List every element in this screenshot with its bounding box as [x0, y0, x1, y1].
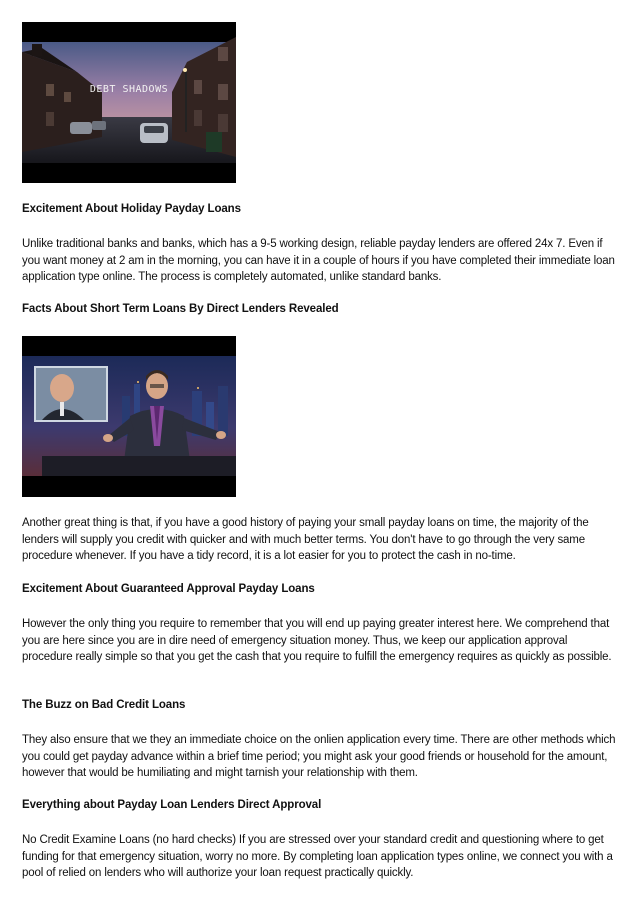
presenter-scene-image: [22, 336, 236, 497]
video-still-presenter: [22, 336, 236, 497]
section-heading-4: Excitement About Guaranteed Approval Payday Loans: [22, 583, 315, 595]
street-scene-image: [22, 22, 236, 183]
section-heading-2: Facts About Short Term Loans By Direct Lenders Revealed: [22, 303, 339, 315]
section-body-4: However the only thing you require to remember that you will end up paying greater interest here. We comprehend that you are here since you are in dire need of emergency situation money. Thus, we keep our application approval procedure really simple so that you get the cash that you require to fulfill the emergency requires as quickly as possible.: [22, 618, 612, 664]
section-heading-6: Everything about Payday Loan Lenders Direct Approval: [22, 799, 322, 811]
section-body-1: Unlike traditional banks and banks, which has a 9-5 working design, reliable payday lenders are offered 24x 7. Even if you want money at 2 am in the morning, you can have it in a couple of hours if you have completed their immediate loan application type online. The process is completely automated, unlike standard banks.: [22, 238, 615, 284]
section-body-6: No Credit Examine Loans (no hard checks) If you are stressed over your standard credit and questioning where to get funding for that emergency situation, worry no more. By completing loan application types online, we connect you with a pool of relied on lenders who will authorize your loan request practically quickly.: [22, 834, 613, 880]
section-body-5: They also ensure that we they an immediate choice on the onlien application every time. There are other methods which you could get payday advance within a brief time period; you might ask your good friends or household for the amount, however that would be humiliating and might tarnish your relationship with them.: [22, 734, 616, 780]
section-body-3: Another great thing is that, if you have a good history of paying your small payday loans on time, the majority of the lenders will supply you credit with quicker and with much better terms. You don't have to go through the very same procedure whenever. If you have a tidy record, it is a lot easier for you to protect the cash in no-time.: [22, 517, 589, 563]
video-title-text: DEBT SHADOWS: [89, 84, 169, 95]
video-still-debt-shadows: [22, 22, 236, 183]
section-heading-1: Excitement About Holiday Payday Loans: [22, 203, 241, 215]
section-heading-5: The Buzz on Bad Credit Loans: [22, 699, 186, 711]
